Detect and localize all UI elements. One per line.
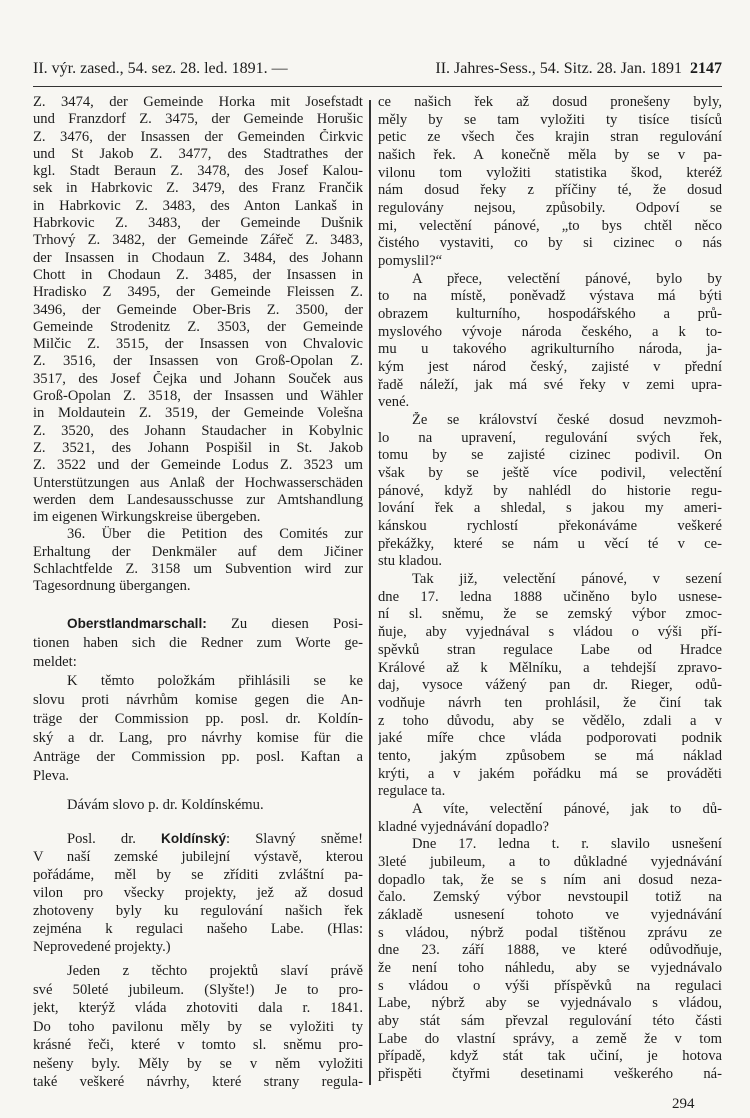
line-text: Anträge der Commission pp. posl. Kaftan a xyxy=(33,749,363,765)
line-text: träge der Commission pp. posl. dr. Koldín- xyxy=(33,711,363,727)
line-text: měly by se tam vyložiti ty tisíce tisíců xyxy=(378,111,722,128)
sheet-number: 294 xyxy=(672,1096,695,1112)
line-text: ňuje, aby vyjednával s vládou o výši pří- xyxy=(378,624,722,641)
text-line xyxy=(378,642,722,660)
text-line xyxy=(33,267,363,284)
line-text: aby stát sám převzal regulování této části xyxy=(378,1012,722,1029)
text-line xyxy=(378,889,722,907)
text-line xyxy=(378,713,722,731)
line-text: Labe do vlastní správy, a země že v tom xyxy=(378,1030,722,1047)
text-line xyxy=(378,218,722,236)
header-german: II. Jahres-Sess., 54. Sitz. 28. Jan. 1891 xyxy=(435,60,682,77)
text-line xyxy=(378,995,722,1013)
line-text: : Slavný sněme! xyxy=(226,831,363,847)
line-text: zhotoveny byly ku regulování našich řek xyxy=(33,903,363,919)
line-text: nám dosud řeky z příčiny té, že dosud xyxy=(378,182,722,199)
text-line xyxy=(33,129,363,146)
line-text: Zu diesen Posi- xyxy=(206,616,363,632)
text-line xyxy=(33,353,363,370)
line-text: daj, vysoce vážený pan dr. Rieger, odů- xyxy=(378,677,722,694)
text-line xyxy=(378,606,722,624)
line-text: pomyslil?“ xyxy=(378,253,443,270)
text-line xyxy=(378,624,722,642)
line-text: V naší zemské jubilejní výstavě, kterou xyxy=(33,849,363,865)
line-text: in Habrkovic Z. 3483, des Anton Lankaš in xyxy=(33,197,363,214)
text-line xyxy=(33,371,363,388)
line-text: in Moldautein Z. 3519, der Gemeinde Volešna xyxy=(33,405,363,422)
text-line xyxy=(378,960,722,978)
text-line xyxy=(378,341,722,359)
line-text: A víte, velectění pánové, jak to dů- xyxy=(412,800,722,817)
text-line xyxy=(33,250,363,267)
text-line xyxy=(378,836,722,854)
line-text: sek in Habrkovic Z. 3479, des Franz Frančik xyxy=(33,180,363,197)
text-line xyxy=(33,336,363,353)
line-text: zejména k regulaci našeho Labe. (Hlas: xyxy=(33,921,363,937)
text-line xyxy=(33,163,363,180)
text-line xyxy=(33,1018,363,1037)
text-line xyxy=(33,653,363,672)
text-line xyxy=(33,796,363,815)
text-line xyxy=(33,232,363,249)
line-text: dne 23. září 1888, ve které odůvodňuje, xyxy=(378,942,722,959)
text-line xyxy=(378,872,722,890)
text-line xyxy=(378,695,722,713)
line-text: 3leté jubileum, a to důkladné vyjednávání xyxy=(378,853,722,870)
line-text: Trhový Z. 3482, der Gemeinde Zářeč Z. 3483, xyxy=(33,232,363,249)
header-czech: II. výr. zased., 54. sez. 28. led. 1891. — xyxy=(33,60,288,77)
text-line xyxy=(378,518,722,536)
line-text: Pleva. xyxy=(33,768,70,784)
line-text: jekt, kterýž vláda zhotoviti dala r. 1841. xyxy=(33,1000,363,1016)
text-line xyxy=(33,457,363,474)
text-line xyxy=(378,660,722,678)
line-text: werden dem Landesausschusse zur Amtshandlung xyxy=(33,491,363,508)
line-text: Schlachtfelde Z. 3158 um Subvention wird zur xyxy=(33,561,363,578)
speaker-name: Koldínský xyxy=(161,831,227,846)
text-line xyxy=(33,981,363,1000)
text-line xyxy=(378,94,722,112)
text-line xyxy=(33,710,363,729)
line-text: Posl. dr. xyxy=(67,831,162,847)
line-text: jaké míře chce vláda podporovati podnik xyxy=(378,730,722,747)
line-text: Gemeinde Strodenitz Z. 3503, der Gemeinde xyxy=(33,318,363,335)
line-text: kgl. Stadt Beraun Z. 3478, des Josef Kalou- xyxy=(33,163,363,180)
text-line xyxy=(378,165,722,183)
line-text: přispěti čtyřmi desetinami veškerého ná- xyxy=(378,1065,722,1082)
column-divider xyxy=(369,100,371,1085)
text-line xyxy=(33,215,363,232)
text-line xyxy=(33,509,363,526)
line-text: ní sl. sněmu, že se zemský výbor zmoc- xyxy=(378,606,722,623)
text-line xyxy=(378,271,722,289)
line-text: kladné vyjednávání dopadlo? xyxy=(378,818,550,835)
text-line xyxy=(33,1036,363,1055)
speaker-name: Oberstlandmarschall: xyxy=(67,616,207,631)
line-text: K těmto položkám přihlásili se ke xyxy=(67,673,363,689)
line-text: mi, velectění pánové, „to bys chtěl něco xyxy=(378,217,722,234)
text-line xyxy=(33,866,363,884)
line-text: ský a dr. Lang, pro návrhy komise für die xyxy=(33,730,363,746)
line-text: der Insassen in Chodaun Z. 3484, des Johann xyxy=(33,249,363,266)
line-text: pořádáme, měl by se zříditi zvláštní pa- xyxy=(33,867,363,883)
header-right-group xyxy=(435,56,722,82)
line-text: Labe, nýbrž aby se vyjednávalo s vládou, xyxy=(378,995,722,1012)
text-line xyxy=(378,801,722,819)
line-text: lování řek a shledal, s jakou my ameri- xyxy=(378,500,722,517)
text-line xyxy=(378,553,722,571)
text-line xyxy=(378,730,722,748)
text-line xyxy=(378,766,722,784)
line-text: Z. 3516, der Insassen von Groß-Opolan Z. xyxy=(33,353,363,370)
text-line xyxy=(378,253,722,271)
line-text: Do toho pavilonu měly by se vyložiti ty xyxy=(33,1018,363,1035)
text-line xyxy=(378,748,722,766)
text-line xyxy=(378,1048,722,1066)
text-line xyxy=(378,483,722,501)
text-line xyxy=(33,848,363,866)
line-text: případě, když stát tak učiní, je hotova xyxy=(378,1048,722,1065)
line-text: Unterstützungen aus Anlaß der Hochwasserschäden xyxy=(33,474,363,491)
line-text: slovu proti návrhům komise gegen die An- xyxy=(33,692,363,708)
line-text: čalo. Zemský výbor nevstoupil totiž na xyxy=(378,889,722,906)
text-line xyxy=(33,748,363,767)
text-line xyxy=(33,526,363,543)
line-text: krásné řeči, které v tomto sl. sněmu pro- xyxy=(33,1037,363,1053)
line-text: Milčic Z. 3515, der Insassen von Chvalovic xyxy=(33,336,363,353)
text-line xyxy=(33,544,363,561)
line-text: s vládou o výši příspěvků na regulaci xyxy=(378,977,722,994)
line-text: im eigenen Wirkungskreise übergeben. xyxy=(33,509,261,526)
text-line xyxy=(378,1013,722,1031)
text-line xyxy=(33,1055,363,1074)
text-line xyxy=(378,200,722,218)
line-text: Z. 3521, des Johann Pospišil in St. Jakob xyxy=(33,439,363,456)
line-text: mu u takového agrikulturního národa, ja- xyxy=(378,341,722,358)
line-text: Habrkovic Z. 3483, der Gemeinde Dušnik xyxy=(33,215,363,232)
text-line xyxy=(33,561,363,578)
page-number: 2147 xyxy=(690,60,722,77)
line-text: Neprovedené projekty.) xyxy=(33,939,171,955)
line-text: Z. 3522 und der Gemeinde Lodus Z. 3523 um xyxy=(33,457,363,474)
text-line xyxy=(378,447,722,465)
line-text: dopadlo tak, že se s ním ani dosud neza- xyxy=(378,871,722,888)
text-line xyxy=(33,146,363,163)
line-text: petic ze všech čes krajin stran regulování xyxy=(378,129,722,146)
line-text: Že se království české dosud nevzmoh- xyxy=(412,412,722,429)
text-line xyxy=(33,614,363,634)
text-line xyxy=(378,1031,722,1049)
text-line xyxy=(378,854,722,872)
line-text: Dne 17. ledna t. r. slavilo usnešení xyxy=(412,836,722,853)
speaker-list-paragraph xyxy=(33,614,363,786)
line-text: ce našich řek až dosud pronešeny byly, xyxy=(378,94,722,110)
line-text: 3496, der Gemeinde Ober-Bris Z. 3500, der xyxy=(33,301,363,318)
text-line xyxy=(378,1066,722,1084)
line-text: regulovány nejsou, způsobily. Odpoví se xyxy=(378,200,722,217)
text-line xyxy=(378,942,722,960)
line-text: und St Jakob Z. 3477, des Stadtrathes der xyxy=(33,145,363,162)
line-text: 3517, des Josef Čejka und Johann Souček aus xyxy=(33,370,363,387)
line-text: A přece, velectění pánové, bylo by xyxy=(412,270,722,287)
text-line xyxy=(378,324,722,342)
text-line xyxy=(33,938,363,956)
line-text: krýti, a v jakém pořádku má se prováděti xyxy=(378,765,722,782)
text-line xyxy=(33,388,363,405)
text-line xyxy=(33,830,363,848)
line-text: z toho důvodu, aby se vědělo, zdali a v xyxy=(378,712,722,729)
line-text: dne 17. ledna 1888 učiněno bylo usnese- xyxy=(378,588,722,605)
line-text: kánskou rychlostí překonáváme veškeré xyxy=(378,518,722,535)
line-text: základě usnesení tohoto ve vyjednávání xyxy=(378,906,722,923)
text-line xyxy=(378,112,722,130)
text-line xyxy=(378,412,722,430)
line-text: nešeny byly. Měly by se v něm vyložiti xyxy=(33,1055,363,1072)
text-line xyxy=(33,884,363,902)
line-text: Jeden z těchto projektů slaví právě xyxy=(67,963,363,979)
line-text: meldet: xyxy=(33,654,77,670)
line-text: regulace ta. xyxy=(378,783,446,800)
text-line xyxy=(33,180,363,197)
speech-paragraph-1 xyxy=(33,830,363,956)
line-text: kým jest národ český, zajisté v přední xyxy=(378,359,722,376)
line-text: čistého vystaviti, co by si cizinec o nás xyxy=(378,235,722,252)
text-line xyxy=(378,430,722,448)
text-line xyxy=(378,182,722,200)
line-text: Z. 3474, der Gemeinde Horka mit Josefstadt xyxy=(33,94,363,110)
text-line xyxy=(33,920,363,938)
text-line xyxy=(33,902,363,920)
text-line xyxy=(378,677,722,695)
text-line xyxy=(378,377,722,395)
text-line xyxy=(33,962,363,981)
line-text: stu kladou. xyxy=(378,553,443,570)
text-line xyxy=(378,571,722,589)
text-line xyxy=(33,492,363,509)
speech-continuation xyxy=(378,94,722,1084)
line-text: Erhaltung der Denkmäler auf dem Jičiner xyxy=(33,543,363,560)
line-text: spěvků stran regulace Labe od Hradce xyxy=(378,641,722,658)
text-line xyxy=(33,1073,363,1092)
line-text: řadě náleží, jak má své řeky v zemi upra- xyxy=(378,376,722,393)
line-text: lo na upravení, regulování svých řek, xyxy=(378,429,722,446)
line-text: Hradisko Z 3495, der Gemeinde Fleissen Z. xyxy=(33,284,363,301)
line-text: Groß-Opolan Z. 3518, der Insassen und Wähler xyxy=(33,388,363,405)
text-line xyxy=(33,672,363,691)
text-line xyxy=(378,907,722,925)
text-line xyxy=(33,111,363,128)
text-line xyxy=(33,405,363,422)
text-line xyxy=(378,359,722,377)
line-text: vodňuje návrh ten prohlásil, že činí tak xyxy=(378,694,722,711)
line-text: své 50leté jubileum. (Slyšte!) Je to pro- xyxy=(33,981,363,998)
text-line xyxy=(378,819,722,837)
line-text: však by se ještě více podivil, velectění xyxy=(378,465,722,482)
text-line xyxy=(33,691,363,710)
text-line xyxy=(33,767,363,786)
line-text: překážky, které se nám u věcí té v ce- xyxy=(378,535,722,552)
text-line xyxy=(33,440,363,457)
text-line xyxy=(33,198,363,215)
text-line xyxy=(378,288,722,306)
text-line xyxy=(378,394,722,412)
text-line xyxy=(378,465,722,483)
speech-paragraph-2 xyxy=(33,962,363,1092)
line-text: pánové, když by nahlédl do historie regu- xyxy=(378,482,722,499)
line-text: tionen haben sich die Redner zum Worte ge- xyxy=(33,635,363,651)
line-text: to na místě, poněvadž výstava má býti xyxy=(378,288,722,305)
floor-given-line xyxy=(33,796,363,815)
text-line xyxy=(33,729,363,748)
line-text: s vládou, nýbrž podal tištěnou zprávu ze xyxy=(378,924,722,941)
line-text: Králové až k Mělníku, a tehdejší zpravo- xyxy=(378,659,722,676)
text-line xyxy=(33,475,363,492)
text-line xyxy=(33,423,363,440)
text-line xyxy=(378,978,722,996)
line-text: Z. 3476, der Insassen der Gemeinden Čirkvic xyxy=(33,128,363,145)
text-line xyxy=(378,925,722,943)
line-text: vilon pro všecky projekty, jež až dosud xyxy=(33,885,363,901)
petitions-paragraph xyxy=(33,94,363,596)
text-line xyxy=(33,319,363,336)
line-text: také veškeré návrhy, které strany regula- xyxy=(33,1074,363,1090)
line-text: 36. Über die Petition des Comités zur xyxy=(67,526,363,543)
line-text: Tak již, velectění pánové, v sezení xyxy=(412,571,722,588)
line-text: myslového vývoje národa českého, a k to- xyxy=(378,323,722,340)
line-text: Dávám slovo p. dr. Koldínskému. xyxy=(67,797,264,813)
text-line xyxy=(33,634,363,653)
text-line xyxy=(33,578,363,595)
text-line xyxy=(33,302,363,319)
running-header xyxy=(33,56,722,87)
line-text: tento, jakým způsobem se má náklad xyxy=(378,747,722,764)
text-line xyxy=(378,536,722,554)
line-text: Z. 3520, des Johann Staudacher in Kobylnic xyxy=(33,422,363,439)
text-line xyxy=(33,94,363,111)
line-text: und Franzdorf Z. 3475, der Gemeinde Horušic xyxy=(33,111,363,128)
text-line xyxy=(378,147,722,165)
line-text: tomu by se zajisté cizinec podivil. On xyxy=(378,447,722,464)
text-line xyxy=(378,500,722,518)
line-text: vené. xyxy=(378,394,410,411)
text-line xyxy=(378,235,722,253)
line-text: Chott in Chodaun Z. 3485, der Insassen in xyxy=(33,266,363,283)
line-text: našich řek. A konečně měla by se v pa- xyxy=(378,147,722,164)
line-text: Tagesordnung übergangen. xyxy=(33,578,191,595)
line-text: vilonu tom vyložiti statistika škod, kteréž xyxy=(378,164,722,181)
line-text: že není toho náhledu, aby se vyjednávalo xyxy=(378,959,722,976)
text-line xyxy=(378,589,722,607)
text-line xyxy=(33,284,363,301)
text-line xyxy=(378,129,722,147)
line-text: obrazem kulturního, hospodářského a prů- xyxy=(378,306,722,323)
text-line xyxy=(33,999,363,1018)
text-line xyxy=(378,306,722,324)
text-line xyxy=(378,783,722,801)
